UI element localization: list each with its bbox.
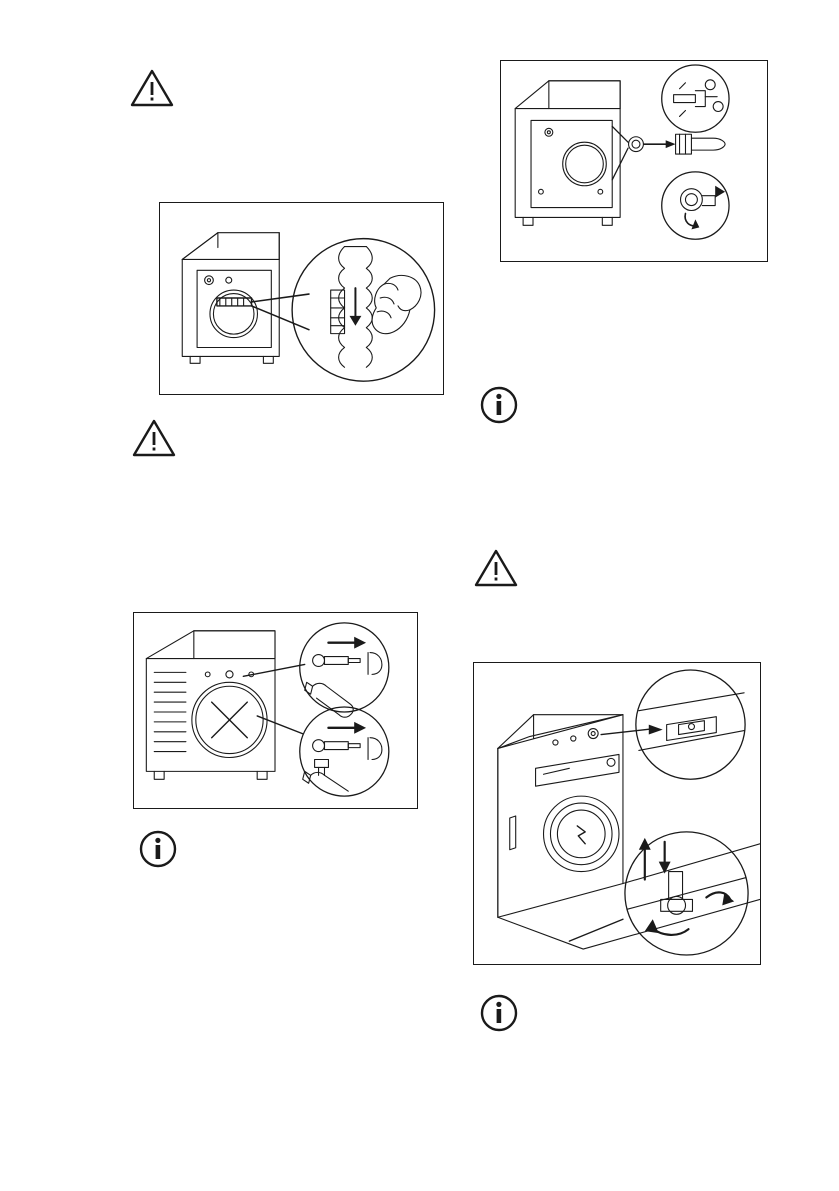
info-icon-symbol xyxy=(480,424,481,425)
info-icon-symbol xyxy=(480,1032,481,1033)
figure-water-inlet xyxy=(500,60,768,262)
figure-drain-hose xyxy=(159,202,444,395)
warning-triangle-icon xyxy=(474,548,518,588)
warning-icon-symbol xyxy=(132,458,133,459)
warning-triangle-icon xyxy=(130,68,174,108)
warning-icon-symbol xyxy=(474,588,475,589)
information-icon xyxy=(480,994,518,1032)
warning-triangle-icon xyxy=(132,418,176,458)
warning-icon-symbol xyxy=(130,108,131,109)
info-icon-symbol xyxy=(139,868,140,869)
figure-levelling xyxy=(473,662,761,965)
information-icon xyxy=(480,386,518,424)
page-number xyxy=(0,0,1,1)
information-icon xyxy=(139,830,177,868)
figure-transit-bolts xyxy=(133,612,418,809)
